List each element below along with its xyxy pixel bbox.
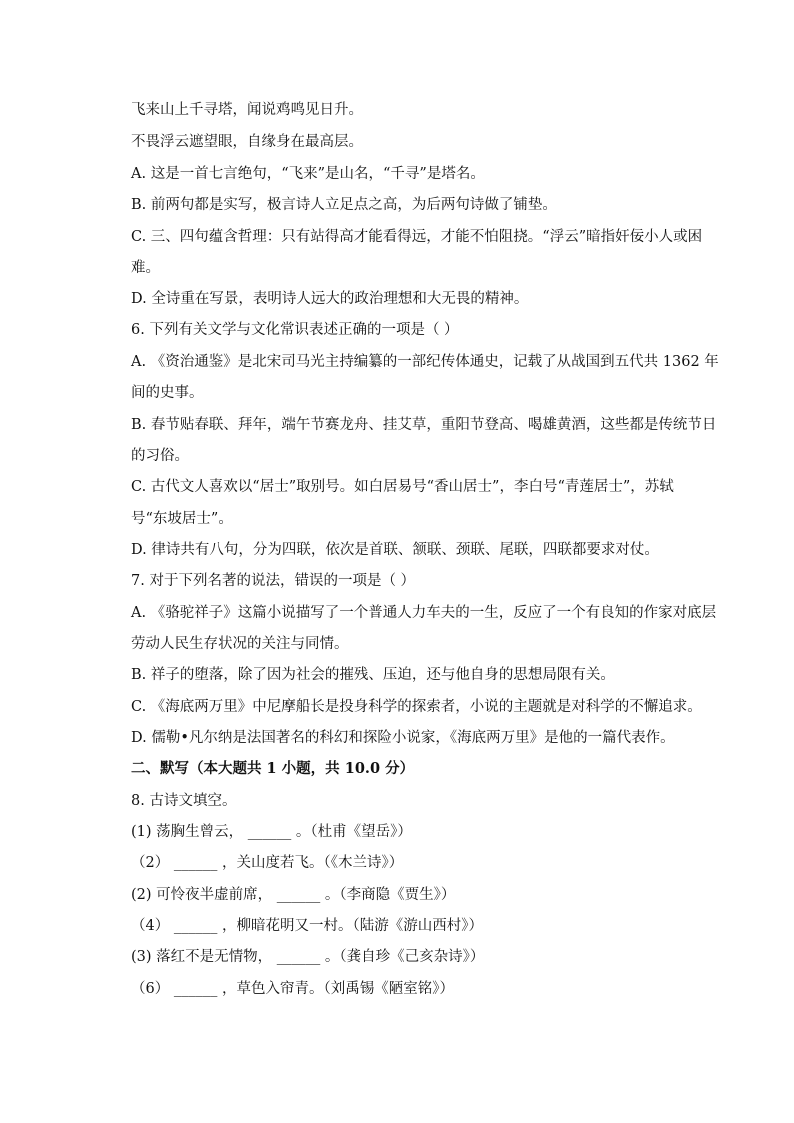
q7-option-b: B. 祥子的堕落，除了因为社会的摧残、压迫，还与他自身的思想局限有关。 [131,667,615,683]
q6-option-c-line2: 号“东坡居士”。 [131,511,233,527]
q5-option-a: A. 这是一首七言绝句，“飞来”是山名，“千寻”是塔名。 [131,166,485,182]
poem-line-2: 不畏浮云遮望眼，自缘身在最高层。 [131,134,363,150]
q6-option-b-line2: 的习俗。 [131,448,189,464]
poem-line-1: 飞来山上千寻塔，闻说鸡鸣见日升。 [131,102,363,118]
q6-option-a-line1: A. 《资治通鉴》是北宋司马光主持编纂的一部纪传体通史，记载了从战国到五代共 1362 年 [131,354,719,370]
q8-item-2: （2） ______ ，关山度若飞。（《木兰诗》） [131,855,404,871]
q6-stem: 6. 下列有关文学与文化常识表述正确的一项是（ ） [131,322,459,338]
q7-option-c: C. 《海底两万里》中尼摩船长是投身科学的探索者，小说的主题就是对科学的不懈追求。 [131,699,702,715]
q8-item-6: （6） ______ ，草色入帘青。（刘禹锡《陋室铭》） [131,981,454,997]
q8-item-1: (1) 荡胸生曾云， ______ 。（杜甫《望岳》） [131,824,412,840]
q7-option-d: D. 儒勒•凡尔纳是法国著名的科幻和探险小说家，《海底两万里》是他的一篇代表作。 [131,730,675,746]
q5-option-d: D. 全诗重在写景，表明诗人远大的政治理想和大无畏的精神。 [131,291,529,307]
q7-option-a-line1: A. 《骆驼祥子》这篇小说描写了一个普通人力车夫的一生，反应了一个有良知的作家对底层 [131,605,717,621]
q6-option-b-line1: B. 春节贴春联、拜年，端午节赛龙舟、挂艾草，重阳节登高、喝雄黄酒，这些都是传统节日 [131,417,717,433]
q8-item-4: （4） ______ ，柳暗花明又一村。（陆游《游山西村》） [131,918,483,934]
q6-option-c-line1: C. 古代文人喜欢以“居士”取别号。如白居易号“香山居士”，李白号“青莲居士”，苏轼 [131,479,674,495]
q7-option-a-line2: 劳动人民生存状况的关注与同情。 [131,636,349,652]
section-heading: 二、默写（本大题共 1 小题，共 10.0 分） [131,760,415,777]
q5-option-c-line1: C. 三、四句蕴含哲理：只有站得高才能看得远，才能不怕阻挠。“浮云”暗指奸佞小人或困 [131,229,703,245]
q8-stem: 8. 古诗文填空。 [131,793,237,809]
q5-option-c-line2: 难。 [131,260,160,276]
q5-option-b: B. 前两句都是实写，极言诗人立足点之高，为后两句诗做了铺垫。 [131,197,557,213]
q8-item-5: (3) 落红不是无情物， ______ 。（龚自珍《己亥杂诗》） [131,949,485,965]
q7-stem: 7. 对于下列名著的说法，错误的一项是（ ） [131,573,416,589]
q6-option-d: D. 律诗共有八句，分为四联，依次是首联、颔联、颈联、尾联，四联都要求对仗。 [131,542,659,558]
q6-option-a-line2: 间的史事。 [131,385,204,401]
q8-item-3: (2) 可怜夜半虚前席， ______ 。（李商隐《贾生》） [131,887,456,903]
